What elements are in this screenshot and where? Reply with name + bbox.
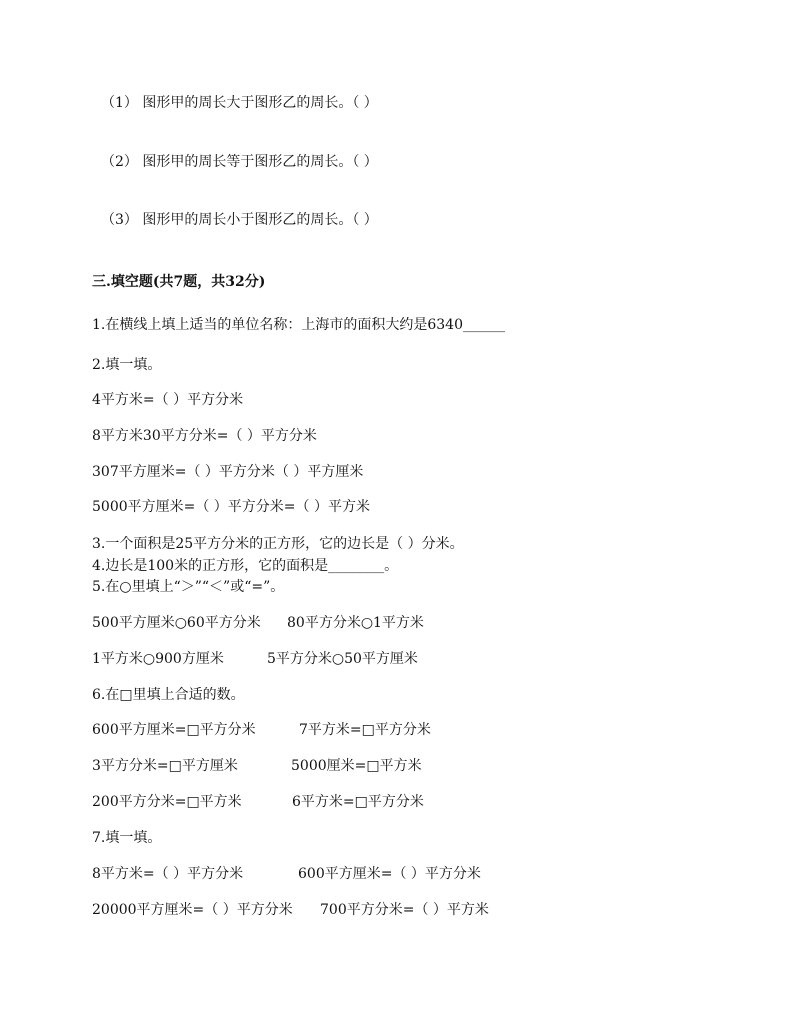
question-7-item: 20000平方厘米=（ ）平方分米 (92, 902, 293, 918)
question-6-title: 6.在□里填上合适的数。 (92, 687, 245, 703)
question-4: 4.边长是100米的正方形，它的面积是________。 (92, 558, 399, 574)
judgement-item-2: （2） 图形甲的周长等于图形乙的周长。（ ） (101, 154, 378, 170)
question-5-item: 80平方分米○1平方米 (287, 615, 424, 631)
judgement-item-1: （1） 图形甲的周长大于图形乙的周长。（ ） (101, 95, 378, 111)
question-1: 1.在横线上填上适当的单位名称：上海市的面积大约是6340______ (92, 317, 505, 333)
question-5-title: 5.在○里填上“＞”“＜”或“=”。 (92, 579, 285, 595)
question-3: 3.一个面积是25平方分米的正方形，它的边长是（ ）分米。 (92, 536, 464, 552)
judgement-item-3: （3） 图形甲的周长小于图形乙的周长。（ ） (101, 212, 378, 228)
section-heading: 三.填空题(共7题，共32分) (92, 274, 266, 290)
question-6-item: 200平方分米=□平方米 (92, 794, 242, 810)
question-7-item: 700平方分米=（ ）平方米 (320, 902, 489, 918)
question-6-item: 7平方米=□平方分米 (299, 722, 431, 738)
question-6-item: 600平方厘米=□平方分米 (92, 722, 256, 738)
question-2-line: 307平方厘米=（ ）平方分米（ ）平方厘米 (92, 464, 364, 480)
question-2-title: 2.填一填。 (92, 357, 162, 373)
question-7-item: 8平方米=（ ）平方分米 (92, 866, 244, 882)
question-5-item: 1平方米○900方厘米 (92, 651, 224, 667)
question-6-item: 5000厘米=□平方米 (291, 758, 422, 774)
question-2-line: 5000平方厘米=（ ）平方分米=（ ）平方米 (92, 499, 370, 515)
question-2-line: 4平方米=（ ）平方分米 (92, 392, 244, 408)
question-7-item: 600平方厘米=（ ）平方分米 (298, 866, 481, 882)
question-5-item: 5平方分米○50平方厘米 (267, 651, 418, 667)
question-7-title: 7.填一填。 (92, 830, 162, 846)
question-6-item: 6平方米=□平方分米 (292, 794, 424, 810)
question-5-item: 500平方厘米○60平方分米 (92, 615, 261, 631)
question-6-item: 3平方分米=□平方厘米 (92, 758, 238, 774)
question-2-line: 8平方米30平方分米=（ ）平方分米 (92, 428, 317, 444)
